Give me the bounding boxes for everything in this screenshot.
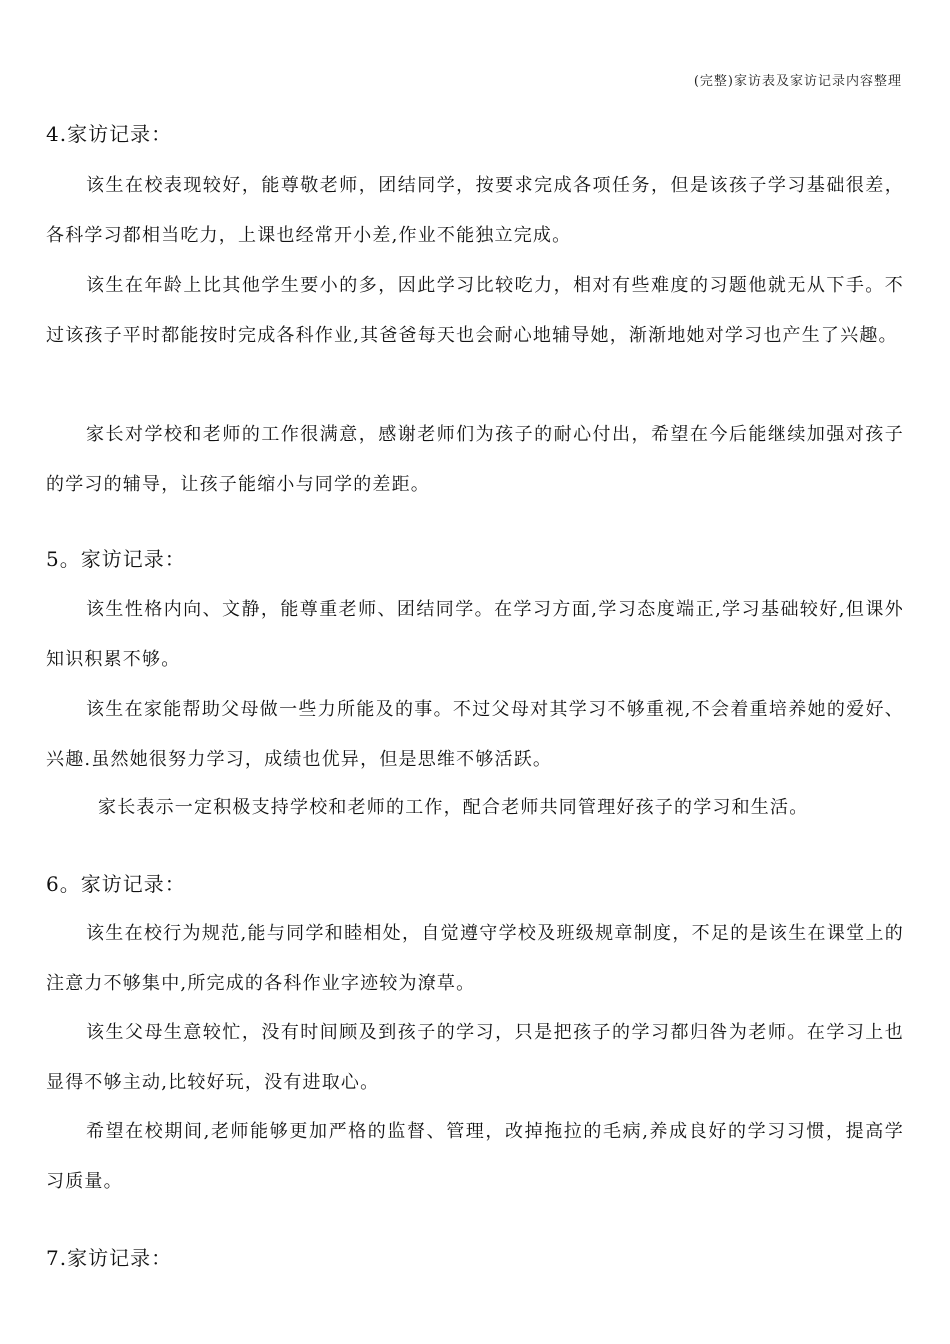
paragraph: 该生父母生意较忙，没有时间顾及到孩子的学习，只是把孩子的学习都归咎为老师。在学习上也显得不够主动,比较好玩，没有进取心。 — [46, 1022, 904, 1093]
paragraph: 该生在校行为规范,能与同学和睦相处，自觉遵守学校及班级规章制度，不足的是该生在课堂上的注意力不够集中,所完成的各科作业字迹较为潦草。 — [46, 923, 904, 994]
paragraph: 家长表示一定积极支持学校和老师的工作，配合老师共同管理好孩子的学习和生活。 — [98, 797, 809, 818]
section-heading-7: 7.家访记录： — [46, 1246, 173, 1270]
paragraph: 希望在校期间,老师能够更加严格的监督、管理，改掉拖拉的毛病,养成良好的学习习惯，提高学习质量。 — [46, 1121, 904, 1192]
paragraph: 该生在校表现较好，能尊敬老师，团结同学，按要求完成各项任务，但是该孩子学习基础很差，各科学习都相当吃力，上课也经常开小差,作业不能独立完成。 — [46, 175, 904, 246]
paragraph: 该生性格内向、文静，能尊重老师、团结同学。在学习方面,学习态度端正,学习基础较好,但课外知识积累不够。 — [46, 599, 904, 670]
paragraph: 该生在年龄上比其他学生要小的多，因此学习比较吃力，相对有些难度的习题他就无从下手。不过该孩子平时都能按时完成各科作业,其爸爸每天也会耐心地辅导她，渐渐地她对学习也产生了兴趣。 — [46, 275, 904, 346]
section-heading-6: 6。家访记录： — [46, 872, 186, 896]
running-header: (完整)家访表及家访记录内容整理 — [693, 74, 902, 89]
paragraph: 该生在家能帮助父母做一些力所能及的事。不过父母对其学习不够重视,不会着重培养她的爱好、兴趣.虽然她很努力学习，成绩也优异，但是思维不够活跃。 — [46, 699, 904, 770]
section-heading-5: 5。家访记录： — [46, 547, 186, 571]
section-heading-4: 4.家访记录： — [46, 122, 173, 146]
paragraph: 家长对学校和老师的工作很满意，感谢老师们为孩子的耐心付出，希望在今后能继续加强对孩子的学习的辅导，让孩子能缩小与同学的差距。 — [46, 424, 904, 495]
